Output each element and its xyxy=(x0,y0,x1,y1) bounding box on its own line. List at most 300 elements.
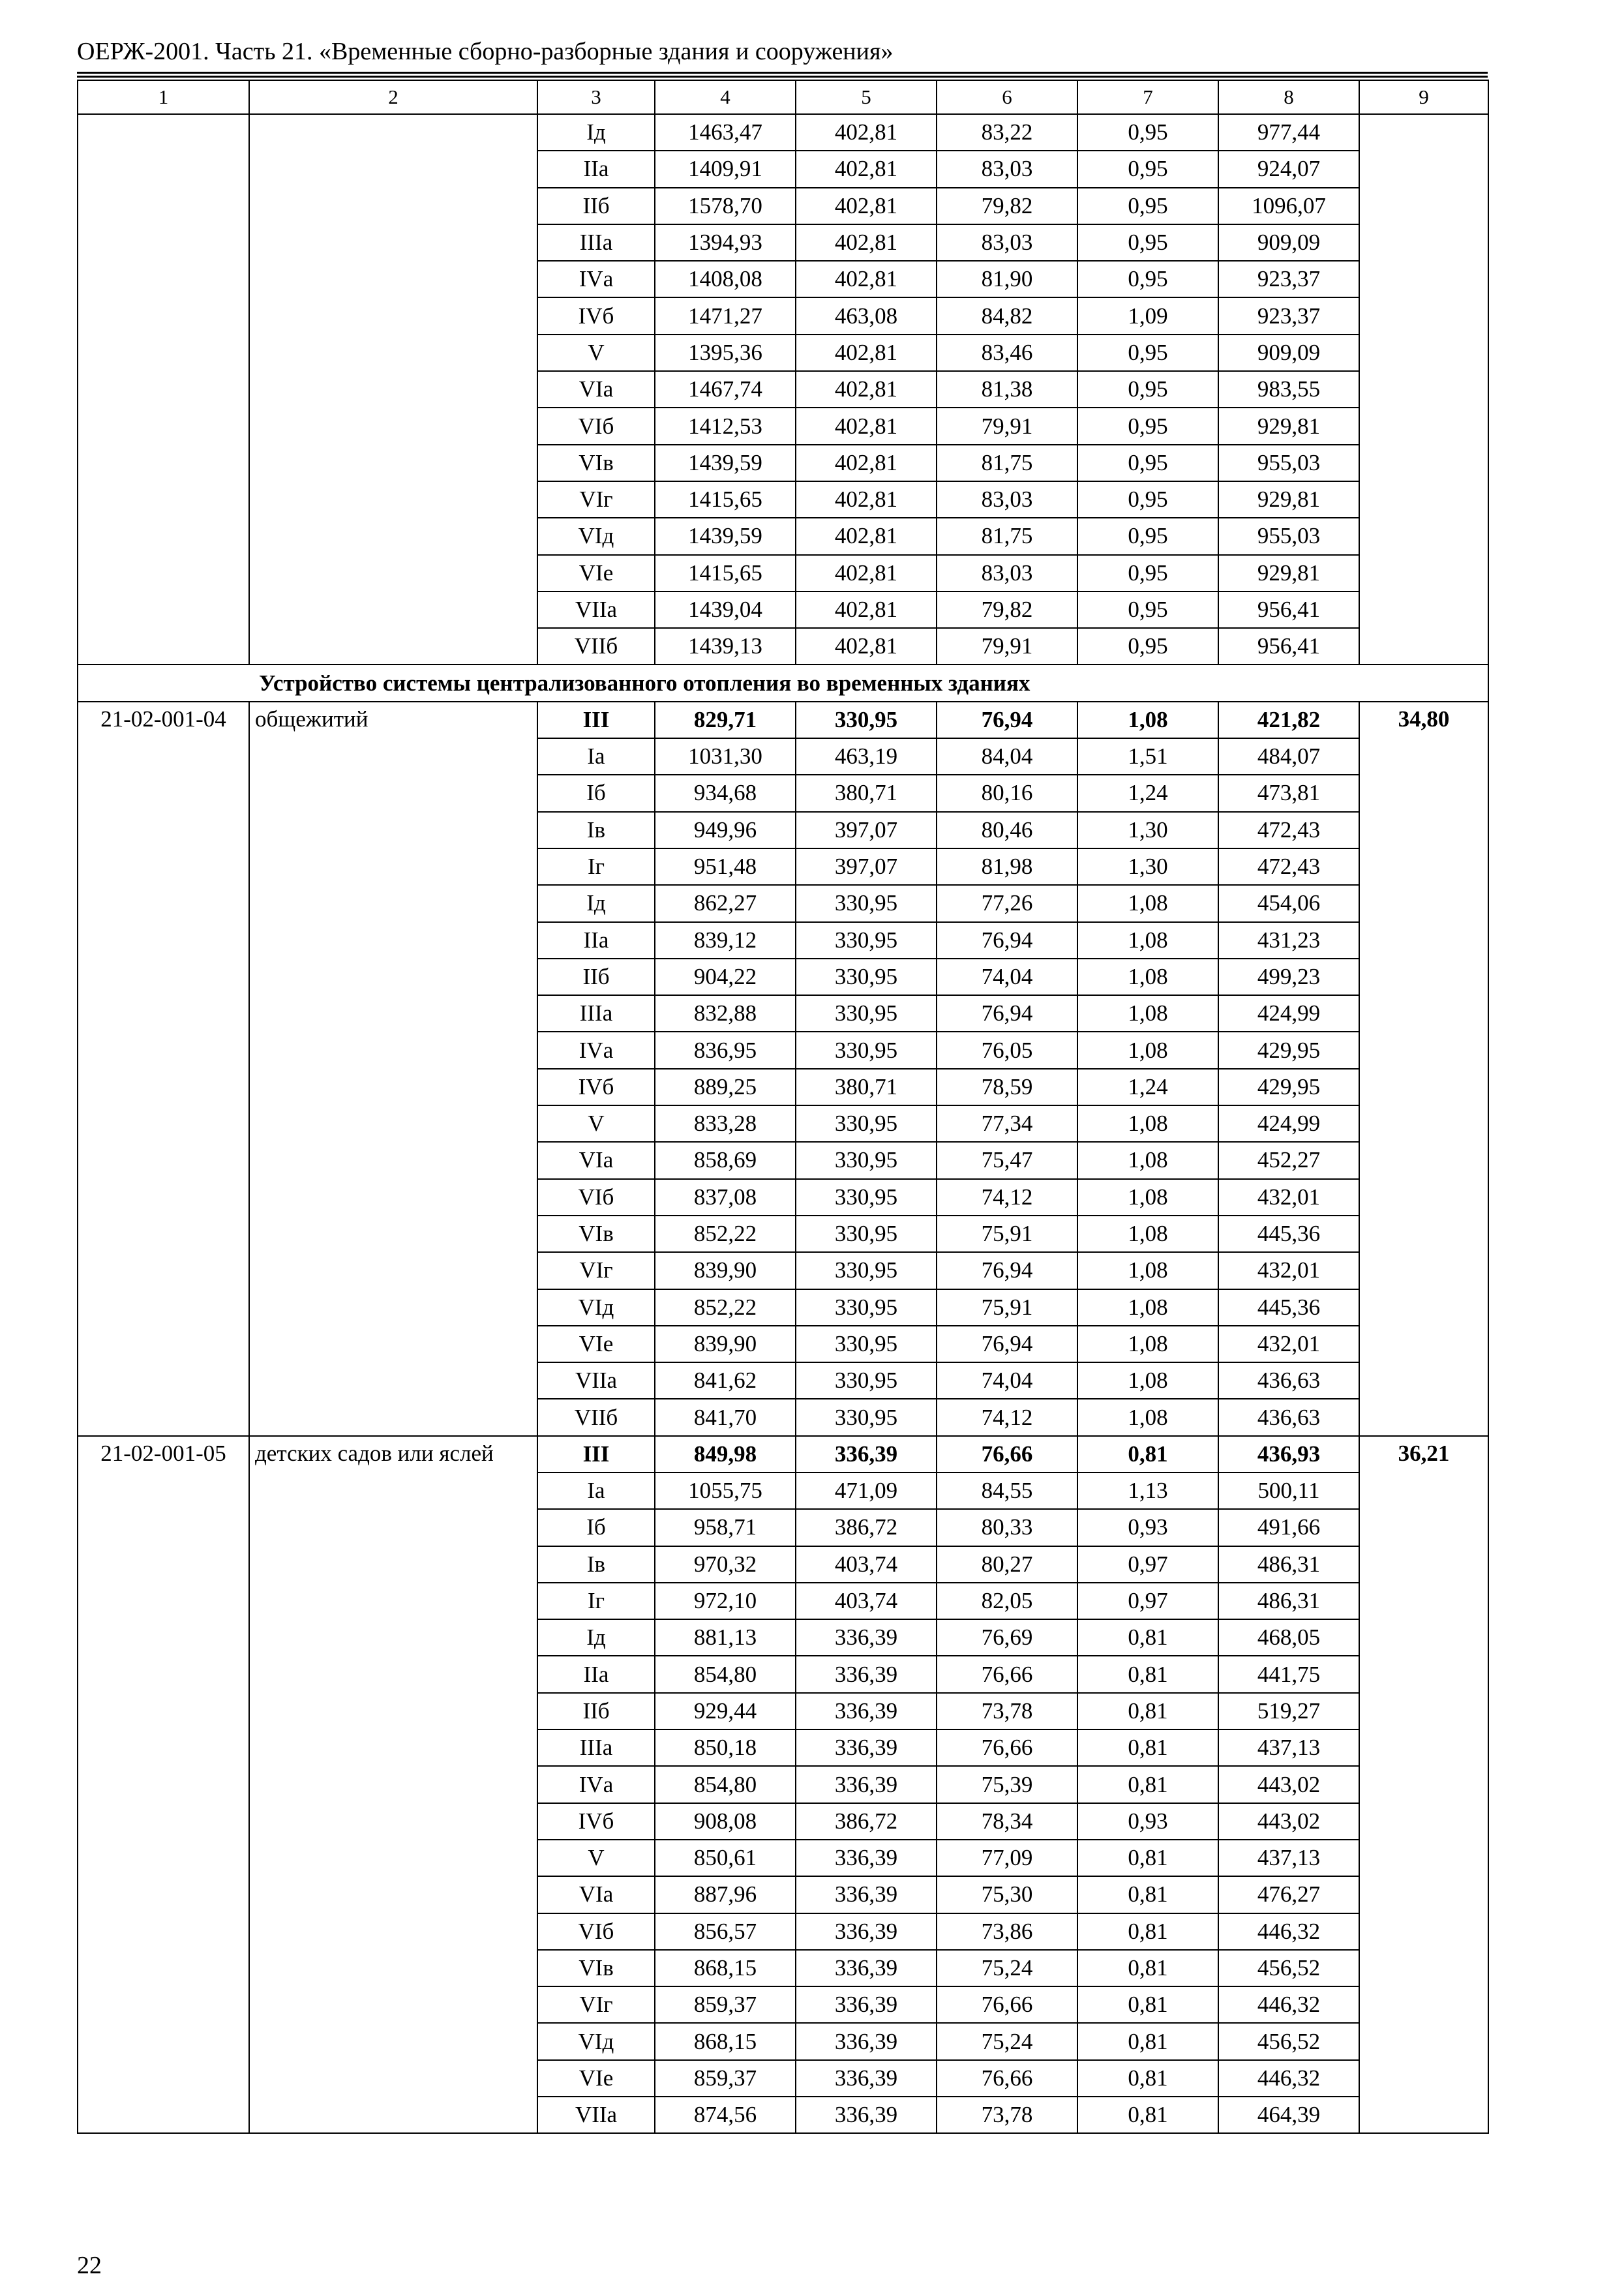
value-cell: 402,81 xyxy=(796,371,937,408)
value-cell: 73,78 xyxy=(937,1693,1077,1729)
value-cell: 74,12 xyxy=(937,1399,1077,1435)
value-cell: 330,95 xyxy=(796,1142,937,1178)
value-cell: 386,72 xyxy=(796,1803,937,1840)
value-cell: 75,47 xyxy=(937,1142,1077,1178)
value-cell: 81,75 xyxy=(937,518,1077,554)
value-cell: 852,22 xyxy=(655,1216,796,1252)
region-cell: VIе xyxy=(537,1326,655,1362)
value-cell: 397,07 xyxy=(796,812,937,848)
column-header: 9 xyxy=(1359,80,1488,114)
value-cell: 330,95 xyxy=(796,1289,937,1326)
value-cell: 0,95 xyxy=(1077,555,1218,591)
work-name: детских садов или яслей xyxy=(249,1436,537,2134)
value-cell: 73,86 xyxy=(937,1913,1077,1950)
value-cell: 75,24 xyxy=(937,1950,1077,1986)
region-cell: VIе xyxy=(537,555,655,591)
value-cell: 79,82 xyxy=(937,188,1077,224)
region-cell: VIа xyxy=(537,371,655,408)
value-cell: 0,81 xyxy=(1077,1693,1218,1729)
rates-table xyxy=(77,80,1489,2134)
value-cell: 80,27 xyxy=(937,1546,1077,1583)
value-cell: 330,95 xyxy=(796,959,937,995)
region-cell: V xyxy=(537,335,655,371)
value-cell: 909,09 xyxy=(1218,224,1359,261)
value-cell: 432,01 xyxy=(1218,1179,1359,1216)
value-cell: 76,66 xyxy=(937,1656,1077,1692)
value-cell: 491,66 xyxy=(1218,1509,1359,1546)
value-cell: 472,43 xyxy=(1218,848,1359,885)
section-heading: Устройство системы централизованного отопления во временных зданиях xyxy=(78,665,1488,701)
value-cell: 76,05 xyxy=(937,1032,1077,1068)
value-cell: 500,11 xyxy=(1218,1473,1359,1509)
region-cell: Iд xyxy=(537,1619,655,1656)
region-cell: Iд xyxy=(537,885,655,921)
value-cell: 850,18 xyxy=(655,1729,796,1766)
value-cell: 829,71 xyxy=(655,702,796,738)
value-cell: 402,81 xyxy=(796,335,937,371)
value-cell: 1463,47 xyxy=(655,114,796,151)
value-cell: 402,81 xyxy=(796,408,937,444)
rate-code xyxy=(78,114,249,665)
value-cell: 1,08 xyxy=(1077,959,1218,995)
value-cell: 0,81 xyxy=(1077,1766,1218,1803)
value-cell: 75,24 xyxy=(937,2023,1077,2059)
value-cell: 1,30 xyxy=(1077,812,1218,848)
value-cell: 397,07 xyxy=(796,848,937,885)
value-cell: 402,81 xyxy=(796,555,937,591)
column-number-row xyxy=(78,80,1488,114)
value-cell: 1,09 xyxy=(1077,297,1218,334)
value-cell: 83,03 xyxy=(937,224,1077,261)
value-cell: 82,05 xyxy=(937,1583,1077,1619)
value-cell: 424,99 xyxy=(1218,995,1359,1032)
value-cell: 889,25 xyxy=(655,1069,796,1105)
column-header: 8 xyxy=(1218,80,1359,114)
value-cell: 330,95 xyxy=(796,1179,937,1216)
value-cell: 1408,08 xyxy=(655,261,796,297)
value-cell: 1,24 xyxy=(1077,1069,1218,1105)
region-cell: VIIа xyxy=(537,1362,655,1399)
value-cell: 1,24 xyxy=(1077,775,1218,811)
value-cell: 0,81 xyxy=(1077,1840,1218,1876)
value-cell: 0,81 xyxy=(1077,2060,1218,2097)
rates-table-body xyxy=(78,80,1488,2133)
region-cell: Iв xyxy=(537,1546,655,1583)
value-cell: 79,82 xyxy=(937,591,1077,628)
value-cell: 74,12 xyxy=(937,1179,1077,1216)
value-cell: 76,94 xyxy=(937,1252,1077,1289)
value-cell: 1,08 xyxy=(1077,995,1218,1032)
value-cell: 75,91 xyxy=(937,1289,1077,1326)
value-cell: 983,55 xyxy=(1218,371,1359,408)
column-header: 5 xyxy=(796,80,937,114)
value-cell: 456,52 xyxy=(1218,1950,1359,1986)
value-cell: 436,63 xyxy=(1218,1399,1359,1435)
value-cell: 0,95 xyxy=(1077,114,1218,151)
value-cell: 1439,04 xyxy=(655,591,796,628)
value-cell: 929,81 xyxy=(1218,481,1359,518)
value-cell: 330,95 xyxy=(796,1032,937,1068)
region-cell: VIв xyxy=(537,1950,655,1986)
value-cell: 849,98 xyxy=(655,1436,796,1473)
value-cell: 0,81 xyxy=(1077,1729,1218,1766)
value-cell: 78,34 xyxy=(937,1803,1077,1840)
value-cell: 0,95 xyxy=(1077,445,1218,481)
value-cell: 956,41 xyxy=(1218,628,1359,665)
value-cell: 330,95 xyxy=(796,1252,937,1289)
rate-code: 21-02-001-05 xyxy=(78,1436,249,2134)
value-cell: 402,81 xyxy=(796,591,937,628)
region-cell: Iа xyxy=(537,738,655,775)
value-cell: 84,04 xyxy=(937,738,1077,775)
region-cell: VIг xyxy=(537,481,655,518)
value-cell: 839,12 xyxy=(655,922,796,959)
region-cell: VIа xyxy=(537,1142,655,1178)
value-cell: 841,62 xyxy=(655,1362,796,1399)
value-cell: 336,39 xyxy=(796,2023,937,2059)
value-cell: 1,08 xyxy=(1077,885,1218,921)
region-cell: VIд xyxy=(537,518,655,554)
value-cell: 446,32 xyxy=(1218,1913,1359,1950)
value-cell: 0,95 xyxy=(1077,261,1218,297)
value-cell: 0,95 xyxy=(1077,628,1218,665)
value-cell: 73,78 xyxy=(937,2097,1077,2133)
value-cell: 76,94 xyxy=(937,1326,1077,1362)
value-cell: 868,15 xyxy=(655,1950,796,1986)
value-cell: 445,36 xyxy=(1218,1289,1359,1326)
region-cell: VIг xyxy=(537,1252,655,1289)
region-cell: IIб xyxy=(537,959,655,995)
value-cell: 1439,13 xyxy=(655,628,796,665)
value-cell: 929,81 xyxy=(1218,408,1359,444)
value-cell: 402,81 xyxy=(796,445,937,481)
value-cell: 1471,27 xyxy=(655,297,796,334)
value-cell: 1415,65 xyxy=(655,555,796,591)
value-cell: 452,27 xyxy=(1218,1142,1359,1178)
value-cell: 77,34 xyxy=(937,1105,1077,1142)
value-cell: 1,08 xyxy=(1077,922,1218,959)
value-cell: 330,95 xyxy=(796,1216,937,1252)
value-cell: 476,27 xyxy=(1218,1876,1359,1913)
value-cell: 437,13 xyxy=(1218,1729,1359,1766)
value-cell: 934,68 xyxy=(655,775,796,811)
value-cell: 330,95 xyxy=(796,922,937,959)
value-cell: 904,22 xyxy=(655,959,796,995)
value-cell: 75,39 xyxy=(937,1766,1077,1803)
value-cell: 336,39 xyxy=(796,1986,937,2023)
value-cell: 380,71 xyxy=(796,1069,937,1105)
value-cell: 923,37 xyxy=(1218,297,1359,334)
value-cell: 437,13 xyxy=(1218,1840,1359,1876)
region-cell: VIIб xyxy=(537,1399,655,1435)
value-cell: 0,95 xyxy=(1077,224,1218,261)
value-cell: 443,02 xyxy=(1218,1803,1359,1840)
value-cell: 79,91 xyxy=(937,408,1077,444)
value-cell: 0,95 xyxy=(1077,518,1218,554)
value-cell: 445,36 xyxy=(1218,1216,1359,1252)
value-cell: 83,46 xyxy=(937,335,1077,371)
value-cell: 0,81 xyxy=(1077,1656,1218,1692)
value-cell: 336,39 xyxy=(796,1840,937,1876)
value-cell: 402,81 xyxy=(796,481,937,518)
value-cell: 854,80 xyxy=(655,1766,796,1803)
region-cell: IVа xyxy=(537,1032,655,1068)
region-cell: IIа xyxy=(537,151,655,187)
value-cell: 432,01 xyxy=(1218,1326,1359,1362)
value-cell: 77,09 xyxy=(937,1840,1077,1876)
value-cell: 1,08 xyxy=(1077,702,1218,738)
region-cell: Iд xyxy=(537,114,655,151)
value-cell: 1412,53 xyxy=(655,408,796,444)
region-cell: Iб xyxy=(537,1509,655,1546)
value-cell: 486,31 xyxy=(1218,1583,1359,1619)
value-cell: 832,88 xyxy=(655,995,796,1032)
value-cell: 859,37 xyxy=(655,2060,796,2097)
value-cell: 859,37 xyxy=(655,1986,796,2023)
value-cell: 837,08 xyxy=(655,1179,796,1216)
value-cell: 81,98 xyxy=(937,848,1077,885)
value-cell: 854,80 xyxy=(655,1656,796,1692)
region-cell: IIIа xyxy=(537,224,655,261)
region-cell: IIIа xyxy=(537,995,655,1032)
column-header: 2 xyxy=(249,80,537,114)
value-cell: 336,39 xyxy=(796,1693,937,1729)
value-cell: 1,08 xyxy=(1077,1252,1218,1289)
total-cell xyxy=(1359,114,1488,665)
value-cell: 336,39 xyxy=(796,1913,937,1950)
value-cell: 1439,59 xyxy=(655,518,796,554)
value-cell: 330,95 xyxy=(796,995,937,1032)
column-header: 6 xyxy=(937,80,1077,114)
value-cell: 330,95 xyxy=(796,1326,937,1362)
region-cell: VIд xyxy=(537,2023,655,2059)
value-cell: 1031,30 xyxy=(655,738,796,775)
value-cell: 336,39 xyxy=(796,1656,937,1692)
header-rule-top xyxy=(77,72,1488,74)
value-cell: 0,81 xyxy=(1077,1619,1218,1656)
value-cell: 1467,74 xyxy=(655,371,796,408)
value-cell: 1096,07 xyxy=(1218,188,1359,224)
region-cell: III xyxy=(537,1436,655,1473)
region-cell: V xyxy=(537,1840,655,1876)
value-cell: 330,95 xyxy=(796,702,937,738)
rate-code: 21-02-001-04 xyxy=(78,702,249,1436)
value-cell: 336,39 xyxy=(796,1729,937,1766)
value-cell: 0,95 xyxy=(1077,408,1218,444)
value-cell: 463,08 xyxy=(796,297,937,334)
work-name: общежитий xyxy=(249,702,537,1436)
value-cell: 0,81 xyxy=(1077,1436,1218,1473)
value-cell: 463,19 xyxy=(796,738,937,775)
value-cell: 972,10 xyxy=(655,1583,796,1619)
value-cell: 1,08 xyxy=(1077,1362,1218,1399)
value-cell: 1,08 xyxy=(1077,1032,1218,1068)
value-cell: 83,22 xyxy=(937,114,1077,151)
region-cell: VIг xyxy=(537,1986,655,2023)
value-cell: 436,63 xyxy=(1218,1362,1359,1399)
region-cell: Iг xyxy=(537,1583,655,1619)
value-cell: 862,27 xyxy=(655,885,796,921)
value-cell: 380,71 xyxy=(796,775,937,811)
region-cell: VIIа xyxy=(537,2097,655,2133)
value-cell: 77,26 xyxy=(937,885,1077,921)
value-cell: 956,41 xyxy=(1218,591,1359,628)
value-cell: 472,43 xyxy=(1218,812,1359,848)
value-cell: 1,08 xyxy=(1077,1179,1218,1216)
value-cell: 330,95 xyxy=(796,1362,937,1399)
value-cell: 0,93 xyxy=(1077,1509,1218,1546)
value-cell: 83,03 xyxy=(937,555,1077,591)
value-cell: 949,96 xyxy=(655,812,796,848)
value-cell: 909,09 xyxy=(1218,335,1359,371)
region-cell: IIб xyxy=(537,188,655,224)
value-cell: 0,81 xyxy=(1077,2023,1218,2059)
value-cell: 83,03 xyxy=(937,151,1077,187)
value-cell: 402,81 xyxy=(796,261,937,297)
value-cell: 76,66 xyxy=(937,2060,1077,2097)
value-cell: 81,75 xyxy=(937,445,1077,481)
page-header-title: ОЕРЖ-2001. Часть 21. «Временные сборно-разборные здания и сооружения» xyxy=(77,38,894,65)
value-cell: 441,75 xyxy=(1218,1656,1359,1692)
region-cell: IVб xyxy=(537,1069,655,1105)
page-number: 22 xyxy=(77,2252,102,2279)
value-cell: 446,32 xyxy=(1218,2060,1359,2097)
region-cell: Iб xyxy=(537,775,655,811)
header-rule-bottom xyxy=(77,76,1488,78)
value-cell: 454,06 xyxy=(1218,885,1359,921)
value-cell: 81,90 xyxy=(937,261,1077,297)
value-cell: 76,94 xyxy=(937,922,1077,959)
value-cell: 75,91 xyxy=(937,1216,1077,1252)
region-cell: IVб xyxy=(537,297,655,334)
region-cell: VIв xyxy=(537,445,655,481)
column-header: 4 xyxy=(655,80,796,114)
value-cell: 0,95 xyxy=(1077,591,1218,628)
value-cell: 881,13 xyxy=(655,1619,796,1656)
total-cell: 36,21 xyxy=(1359,1436,1488,2134)
value-cell: 874,56 xyxy=(655,2097,796,2133)
value-cell: 970,32 xyxy=(655,1546,796,1583)
value-cell: 429,95 xyxy=(1218,1032,1359,1068)
value-cell: 464,39 xyxy=(1218,2097,1359,2133)
value-cell: 0,97 xyxy=(1077,1546,1218,1583)
value-cell: 436,93 xyxy=(1218,1436,1359,1473)
region-cell: Iв xyxy=(537,812,655,848)
value-cell: 850,61 xyxy=(655,1840,796,1876)
value-cell: 79,91 xyxy=(937,628,1077,665)
region-cell: IVа xyxy=(537,1766,655,1803)
value-cell: 336,39 xyxy=(796,1436,937,1473)
value-cell: 336,39 xyxy=(796,1619,937,1656)
region-cell: VIб xyxy=(537,408,655,444)
value-cell: 519,27 xyxy=(1218,1693,1359,1729)
value-cell: 74,04 xyxy=(937,959,1077,995)
region-cell: IVб xyxy=(537,1803,655,1840)
value-cell: 0,81 xyxy=(1077,1913,1218,1950)
value-cell: 1055,75 xyxy=(655,1473,796,1509)
table-row xyxy=(78,702,1488,738)
value-cell: 0,95 xyxy=(1077,188,1218,224)
value-cell: 1395,36 xyxy=(655,335,796,371)
value-cell: 0,93 xyxy=(1077,1803,1218,1840)
value-cell: 403,74 xyxy=(796,1583,937,1619)
region-cell: VIе xyxy=(537,2060,655,2097)
value-cell: 336,39 xyxy=(796,1950,937,1986)
region-cell: III xyxy=(537,702,655,738)
value-cell: 484,07 xyxy=(1218,738,1359,775)
value-cell: 83,03 xyxy=(937,481,1077,518)
table-row xyxy=(78,1436,1488,1473)
value-cell: 432,01 xyxy=(1218,1252,1359,1289)
value-cell: 486,31 xyxy=(1218,1546,1359,1583)
value-cell: 1,08 xyxy=(1077,1216,1218,1252)
value-cell: 402,81 xyxy=(796,518,937,554)
value-cell: 841,70 xyxy=(655,1399,796,1435)
value-cell: 0,95 xyxy=(1077,371,1218,408)
region-cell: IIа xyxy=(537,922,655,959)
table-row xyxy=(78,114,1488,151)
value-cell: 402,81 xyxy=(796,628,937,665)
region-cell: IIб xyxy=(537,1693,655,1729)
region-cell: VIIа xyxy=(537,591,655,628)
value-cell: 0,95 xyxy=(1077,335,1218,371)
value-cell: 929,81 xyxy=(1218,555,1359,591)
value-cell: 330,95 xyxy=(796,885,937,921)
value-cell: 868,15 xyxy=(655,2023,796,2059)
value-cell: 1,13 xyxy=(1077,1473,1218,1509)
value-cell: 330,95 xyxy=(796,1399,937,1435)
value-cell: 1,08 xyxy=(1077,1142,1218,1178)
value-cell: 446,32 xyxy=(1218,1986,1359,2023)
value-cell: 836,95 xyxy=(655,1032,796,1068)
value-cell: 424,99 xyxy=(1218,1105,1359,1142)
value-cell: 1,08 xyxy=(1077,1326,1218,1362)
value-cell: 1415,65 xyxy=(655,481,796,518)
region-cell: V xyxy=(537,1105,655,1142)
value-cell: 471,09 xyxy=(796,1473,937,1509)
value-cell: 0,97 xyxy=(1077,1583,1218,1619)
region-cell: Iа xyxy=(537,1473,655,1509)
value-cell: 923,37 xyxy=(1218,261,1359,297)
region-cell: VIб xyxy=(537,1179,655,1216)
value-cell: 80,16 xyxy=(937,775,1077,811)
value-cell: 0,95 xyxy=(1077,151,1218,187)
region-cell: Iг xyxy=(537,848,655,885)
value-cell: 84,82 xyxy=(937,297,1077,334)
value-cell: 402,81 xyxy=(796,151,937,187)
value-cell: 76,94 xyxy=(937,702,1077,738)
value-cell: 955,03 xyxy=(1218,518,1359,554)
region-cell: VIд xyxy=(537,1289,655,1326)
value-cell: 1578,70 xyxy=(655,188,796,224)
value-cell: 499,23 xyxy=(1218,959,1359,995)
value-cell: 81,38 xyxy=(937,371,1077,408)
value-cell: 76,69 xyxy=(937,1619,1077,1656)
work-name xyxy=(249,114,537,665)
value-cell: 80,46 xyxy=(937,812,1077,848)
value-cell: 76,94 xyxy=(937,995,1077,1032)
total-cell: 34,80 xyxy=(1359,702,1488,1436)
value-cell: 0,81 xyxy=(1077,2097,1218,2133)
column-header: 3 xyxy=(537,80,655,114)
value-cell: 1,51 xyxy=(1077,738,1218,775)
region-cell: VIIб xyxy=(537,628,655,665)
value-cell: 958,71 xyxy=(655,1509,796,1546)
value-cell: 833,28 xyxy=(655,1105,796,1142)
value-cell: 1,08 xyxy=(1077,1105,1218,1142)
value-cell: 0,81 xyxy=(1077,1950,1218,1986)
value-cell: 1,30 xyxy=(1077,848,1218,885)
